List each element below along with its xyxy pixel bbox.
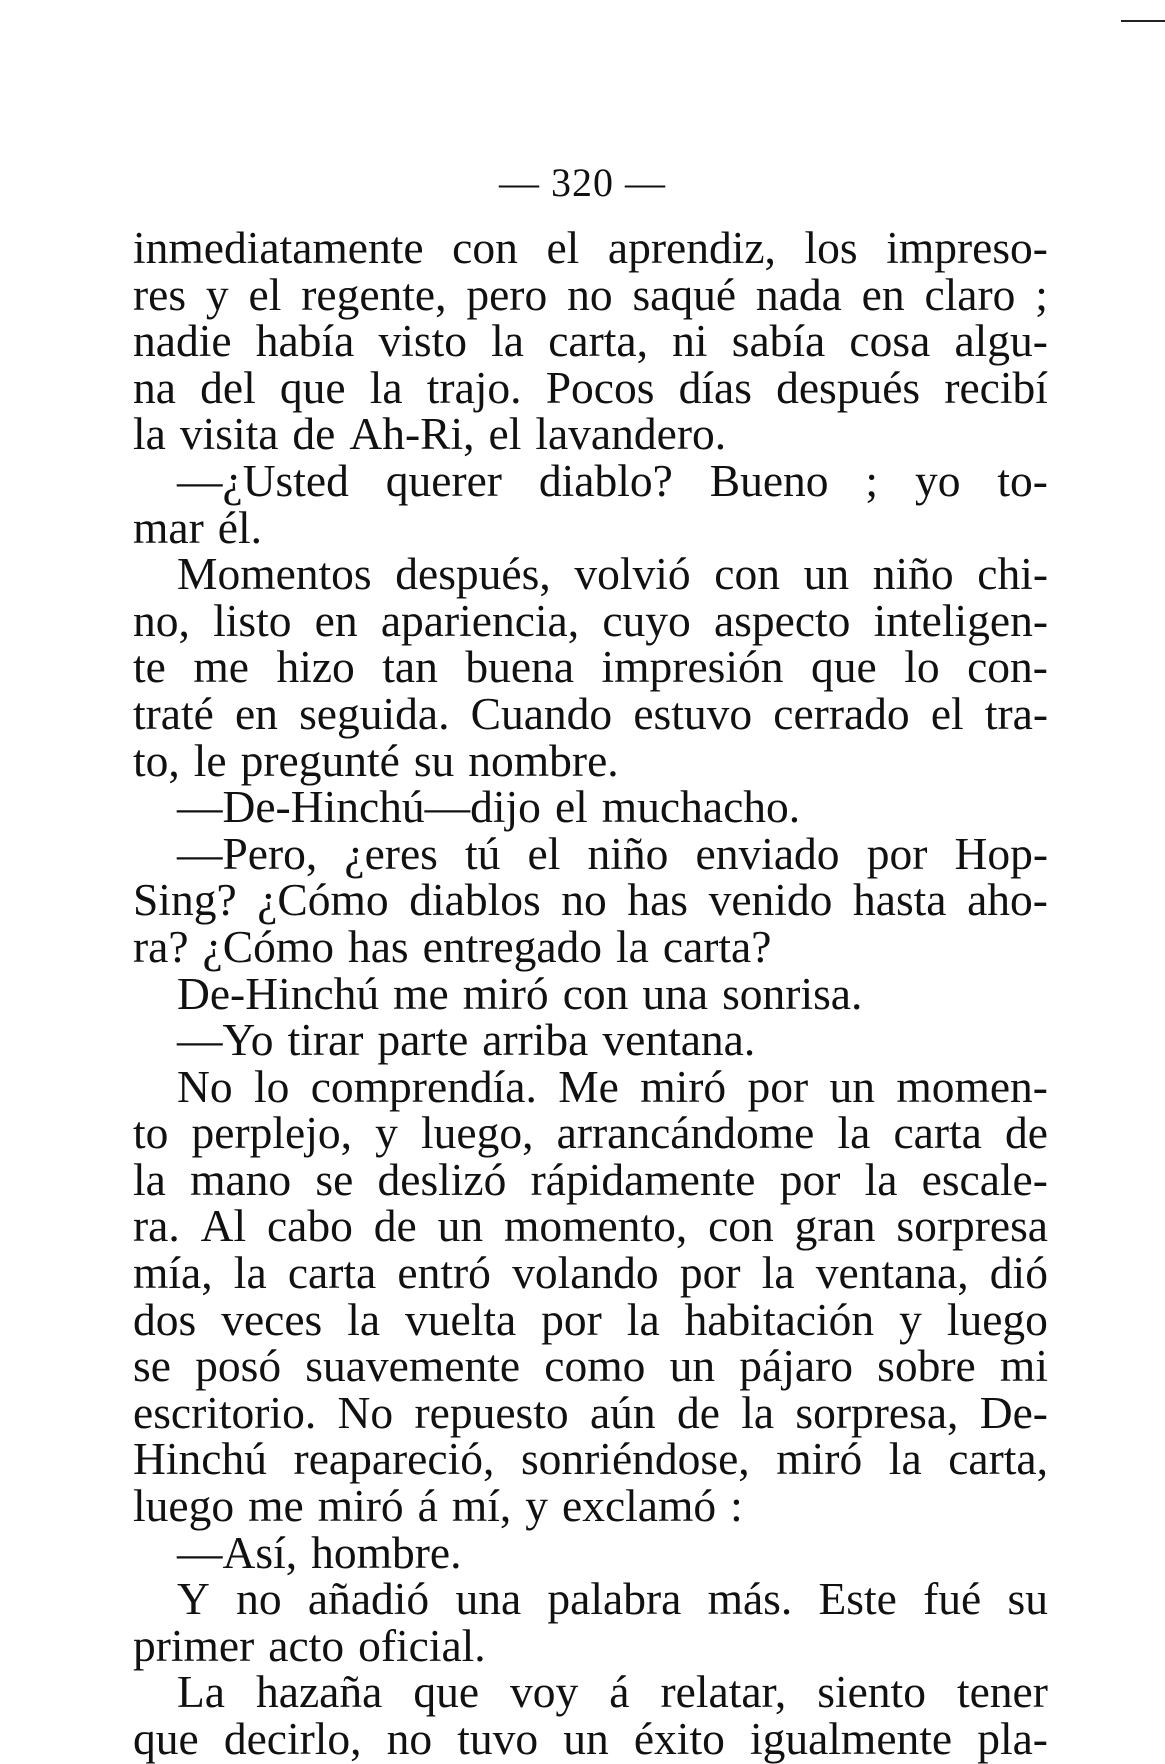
word: deslizó (377, 1153, 507, 1205)
word: aún (589, 1386, 656, 1438)
word: palabra (547, 1573, 682, 1625)
text-line (133, 641, 1048, 693)
word: chi- (977, 548, 1048, 600)
word: Me (558, 1060, 619, 1112)
word: luego (946, 1293, 1048, 1345)
text-line (133, 827, 1048, 879)
word: una (642, 967, 709, 1019)
word: ¿Cómo (257, 874, 389, 926)
word: trajo. (426, 361, 522, 413)
word: ra? (133, 920, 189, 972)
text-line (133, 734, 1048, 786)
word: miró (317, 1480, 404, 1532)
word: la (837, 1107, 871, 1159)
word: que (811, 641, 877, 693)
word: aho- (967, 874, 1048, 926)
word: ¿eres (344, 827, 438, 879)
word: igualmente (749, 1713, 953, 1764)
word: lavandero. (535, 408, 727, 460)
word: tirar (287, 1014, 364, 1066)
word: ventana. (602, 1014, 756, 1066)
text-line (133, 1200, 1048, 1252)
word: la (741, 1386, 775, 1438)
word: escale- (921, 1153, 1048, 1205)
body-text (133, 222, 1048, 1764)
word: traté (133, 687, 214, 739)
word: no (567, 268, 613, 320)
word: sabía (731, 315, 826, 367)
word: no (386, 1713, 433, 1764)
text-line (133, 874, 1048, 926)
word: niño (587, 827, 669, 879)
word: como (544, 1340, 646, 1392)
word: arrancándome (556, 1107, 815, 1159)
word: entregado (422, 920, 603, 972)
word: siento (817, 1666, 926, 1718)
word: de (1004, 1107, 1048, 1159)
word: perplejo, (191, 1107, 352, 1159)
word: Hop- (954, 827, 1048, 879)
word: mano (190, 1153, 292, 1205)
word: querer (385, 454, 502, 506)
word: de (373, 1200, 417, 1252)
word: —Así, (177, 1526, 298, 1578)
word: dió (989, 1247, 1048, 1299)
word: añadió (307, 1573, 430, 1625)
word: un (437, 1200, 484, 1252)
word: reapareció, (293, 1433, 495, 1485)
word: has (627, 874, 688, 926)
word: el (930, 687, 964, 739)
word: impresión (601, 641, 784, 693)
word: un (563, 1713, 609, 1764)
text-line (133, 1386, 1048, 1438)
word: res (133, 268, 187, 320)
word: vuelta (405, 1293, 517, 1345)
word: carta, (548, 315, 648, 367)
word: la (888, 1433, 922, 1485)
word: volando (512, 1247, 659, 1299)
word: arriba (482, 1014, 589, 1066)
word: tuvo (457, 1713, 539, 1764)
word: después, (395, 548, 551, 600)
word: Hinchú (133, 1433, 267, 1485)
word: se (133, 1340, 171, 1392)
text-line (133, 1060, 1048, 1112)
word: á (417, 1480, 438, 1532)
word: ventana, (815, 1247, 969, 1299)
word: miró (776, 1433, 863, 1485)
word: me (193, 641, 249, 693)
word: tan (382, 641, 438, 693)
word: comprendía. (310, 1060, 537, 1112)
word: nombre. (468, 734, 619, 786)
word: con (708, 1200, 774, 1252)
word: muchacho. (601, 781, 801, 833)
word: la (233, 1247, 267, 1299)
word: habitación (684, 1293, 875, 1345)
word: la (133, 408, 166, 460)
word: cosa (849, 315, 931, 367)
word: mía, (133, 1247, 213, 1299)
word: : (730, 1480, 743, 1532)
text-line (133, 1526, 1048, 1578)
word: sonrisa. (722, 967, 863, 1019)
word: el (248, 268, 282, 320)
word: que (413, 1666, 480, 1718)
word: aspecto (713, 594, 851, 646)
word: cabo (266, 1200, 353, 1252)
word: algu- (954, 315, 1048, 367)
word: la (133, 1153, 166, 1205)
word: en (861, 268, 905, 320)
word: posó (195, 1340, 282, 1392)
word: sonriéndose, (520, 1433, 750, 1485)
word: carta? (662, 920, 772, 972)
word: cerrado (773, 687, 910, 739)
word: lo (904, 641, 940, 693)
text-line (133, 687, 1048, 739)
word: suavemente (305, 1340, 521, 1392)
text-line (133, 1107, 1048, 1159)
word: en (234, 687, 278, 739)
word: más. (707, 1573, 793, 1625)
word: no, (133, 594, 190, 646)
text-line (133, 1014, 1048, 1066)
word: claro (924, 268, 1016, 320)
word: y (205, 268, 229, 320)
word: luego (133, 1480, 235, 1532)
word: escritorio. (133, 1386, 317, 1438)
word: miró (640, 1060, 727, 1112)
word: la (616, 920, 649, 972)
text-line (133, 454, 1048, 506)
word: nadie (133, 315, 232, 367)
word: La (177, 1666, 225, 1718)
corner-rule-mark (1121, 20, 1165, 22)
word: exclamó (562, 1480, 717, 1532)
word: Bueno (709, 454, 829, 506)
word: regente, (301, 268, 447, 320)
word: apariencia, (380, 594, 580, 646)
word: —Yo (177, 1014, 274, 1066)
word: Y (177, 1573, 210, 1625)
word: me (248, 1480, 304, 1532)
word: luego, (421, 1107, 534, 1159)
word: diablo? (538, 454, 673, 506)
word: Ah-Ri, (349, 408, 475, 460)
word: mi (999, 1340, 1048, 1392)
word: la (369, 361, 403, 413)
word: por (541, 1293, 602, 1345)
word: los (804, 222, 858, 273)
word: ; (865, 454, 879, 506)
word: te (133, 641, 166, 693)
word: venido (708, 874, 833, 926)
word: tra- (984, 687, 1048, 739)
text-line (133, 1340, 1048, 1392)
word: con (562, 967, 629, 1019)
word: seguida. (299, 687, 450, 739)
word: con- (967, 641, 1048, 693)
word: se (315, 1153, 354, 1205)
word: Sing? (133, 874, 237, 926)
word: sorpresa (896, 1200, 1048, 1252)
word: ; (1035, 268, 1048, 320)
word: Momentos (177, 548, 372, 600)
text-line (133, 1247, 1048, 1299)
word: pájaro (739, 1340, 853, 1392)
word: recibí (944, 361, 1048, 413)
word: —Pero, (177, 827, 318, 879)
word: primer (133, 1619, 255, 1671)
word: cuyo (602, 594, 691, 646)
word: el (546, 222, 580, 273)
word: tú (464, 827, 501, 879)
word: con (452, 222, 518, 273)
word: pla- (977, 1713, 1048, 1764)
text-line (133, 268, 1048, 320)
text-line (133, 1713, 1048, 1764)
word: hizo (276, 641, 355, 693)
word: con (714, 548, 780, 600)
word: su (1007, 1573, 1048, 1625)
word: momen- (896, 1060, 1048, 1112)
word: después (776, 361, 921, 413)
word: estuvo (633, 687, 753, 739)
word: miró (462, 967, 549, 1019)
text-line (133, 967, 1048, 1019)
word: que (279, 361, 346, 413)
word: un (669, 1340, 716, 1392)
text-line (133, 361, 1048, 413)
word: hazaña (256, 1666, 383, 1718)
word: ni (672, 315, 708, 367)
word: ra. (133, 1200, 180, 1252)
word: acto (268, 1619, 345, 1671)
word: veces (221, 1293, 323, 1345)
word: por (747, 1060, 809, 1112)
word: inmediatamente (133, 222, 424, 273)
word: que (133, 1713, 199, 1764)
word: el (527, 827, 561, 879)
word: De- (979, 1386, 1048, 1438)
word: no (561, 874, 607, 926)
word: sorpresa, (795, 1386, 959, 1438)
word: me (393, 967, 449, 1019)
word: nada (755, 268, 842, 320)
word: voy (510, 1666, 579, 1718)
word: de (292, 408, 336, 460)
word: enviado (695, 827, 840, 879)
word: fué (923, 1573, 982, 1625)
word: visita (179, 408, 279, 460)
word: éxito (633, 1713, 725, 1764)
word: impreso- (886, 222, 1048, 273)
word: saqué (632, 268, 737, 320)
page-number: — 320 — (499, 160, 666, 205)
word: carta (893, 1107, 982, 1159)
word: —De-Hinchú—dijo (177, 781, 541, 833)
text-line (133, 315, 1048, 367)
word: carta, (948, 1433, 1048, 1485)
word: visto (378, 315, 467, 367)
word: pregunté (240, 734, 400, 786)
word: —¿Usted (177, 454, 349, 506)
word: buena (465, 641, 575, 693)
word: to (133, 1107, 169, 1159)
word: Cuando (470, 687, 613, 739)
word: y (375, 1107, 398, 1159)
word: No (177, 1060, 233, 1112)
word: gran (794, 1200, 876, 1252)
word: parte (377, 1014, 469, 1066)
word: dos (133, 1293, 197, 1345)
word: la (761, 1247, 795, 1299)
word: la (626, 1293, 660, 1345)
word: volvió (574, 548, 691, 600)
word: to, (133, 734, 180, 786)
word: mar (133, 501, 204, 553)
word: Pocos (545, 361, 655, 413)
word: la (491, 315, 524, 367)
word: decirlo, (223, 1713, 362, 1764)
word: diablos (409, 874, 541, 926)
word: rápidamente (530, 1153, 756, 1205)
word: aprendiz, (607, 222, 776, 273)
text-line (133, 1153, 1048, 1205)
word: días (678, 361, 752, 413)
word: pero (466, 268, 548, 320)
word: hombre. (311, 1526, 462, 1578)
word: Este (818, 1573, 897, 1625)
text-line (133, 1433, 1048, 1485)
word: había (255, 315, 355, 367)
word: lo (253, 1060, 290, 1112)
word: to- (997, 454, 1048, 506)
word: repuesto (414, 1386, 569, 1438)
text-line (133, 1619, 1048, 1671)
word: niño (872, 548, 954, 600)
word: por (779, 1153, 841, 1205)
word: ¿Cómo (202, 920, 334, 972)
word: has (347, 920, 409, 972)
word: yo (914, 454, 961, 506)
word: por (866, 827, 928, 879)
word: entró (397, 1247, 491, 1299)
text-line (133, 1293, 1048, 1345)
text-line (133, 920, 1048, 972)
text-line (133, 408, 1048, 460)
word: por (679, 1247, 741, 1299)
word: á (609, 1666, 630, 1718)
word: Al (200, 1200, 247, 1252)
word: mí, (451, 1480, 512, 1532)
word: su (413, 734, 455, 786)
word: en (314, 594, 358, 646)
word: relatar, (660, 1666, 787, 1718)
word: momento, (503, 1200, 688, 1252)
word: le (193, 734, 227, 786)
word: sobre (877, 1340, 976, 1392)
word: inteligen- (873, 594, 1048, 646)
word: No (337, 1386, 394, 1438)
text-line (133, 1480, 1048, 1532)
word: de (676, 1386, 720, 1438)
text-line (133, 1666, 1048, 1718)
text-line (133, 1573, 1048, 1625)
word: un (803, 548, 850, 600)
word: tener (956, 1666, 1048, 1718)
word: un (829, 1060, 875, 1112)
word: y (899, 1293, 922, 1345)
word: una (455, 1573, 522, 1625)
word: el (488, 408, 522, 460)
text-line (133, 548, 1048, 600)
word: na (133, 361, 176, 413)
word: carta (287, 1247, 377, 1299)
word: él. (217, 501, 262, 553)
text-line (133, 781, 1048, 833)
word: el (554, 781, 588, 833)
word: listo (213, 594, 292, 646)
word: y (525, 1480, 548, 1532)
word: no (236, 1573, 282, 1625)
text-line (133, 501, 1048, 553)
word: De-Hinchú (177, 967, 380, 1019)
word: la (864, 1153, 898, 1205)
word: hasta (853, 874, 947, 926)
text-line (133, 594, 1048, 646)
word: oficial. (358, 1619, 486, 1671)
text-line (133, 222, 1048, 273)
word: del (200, 361, 256, 413)
word: la (347, 1293, 381, 1345)
